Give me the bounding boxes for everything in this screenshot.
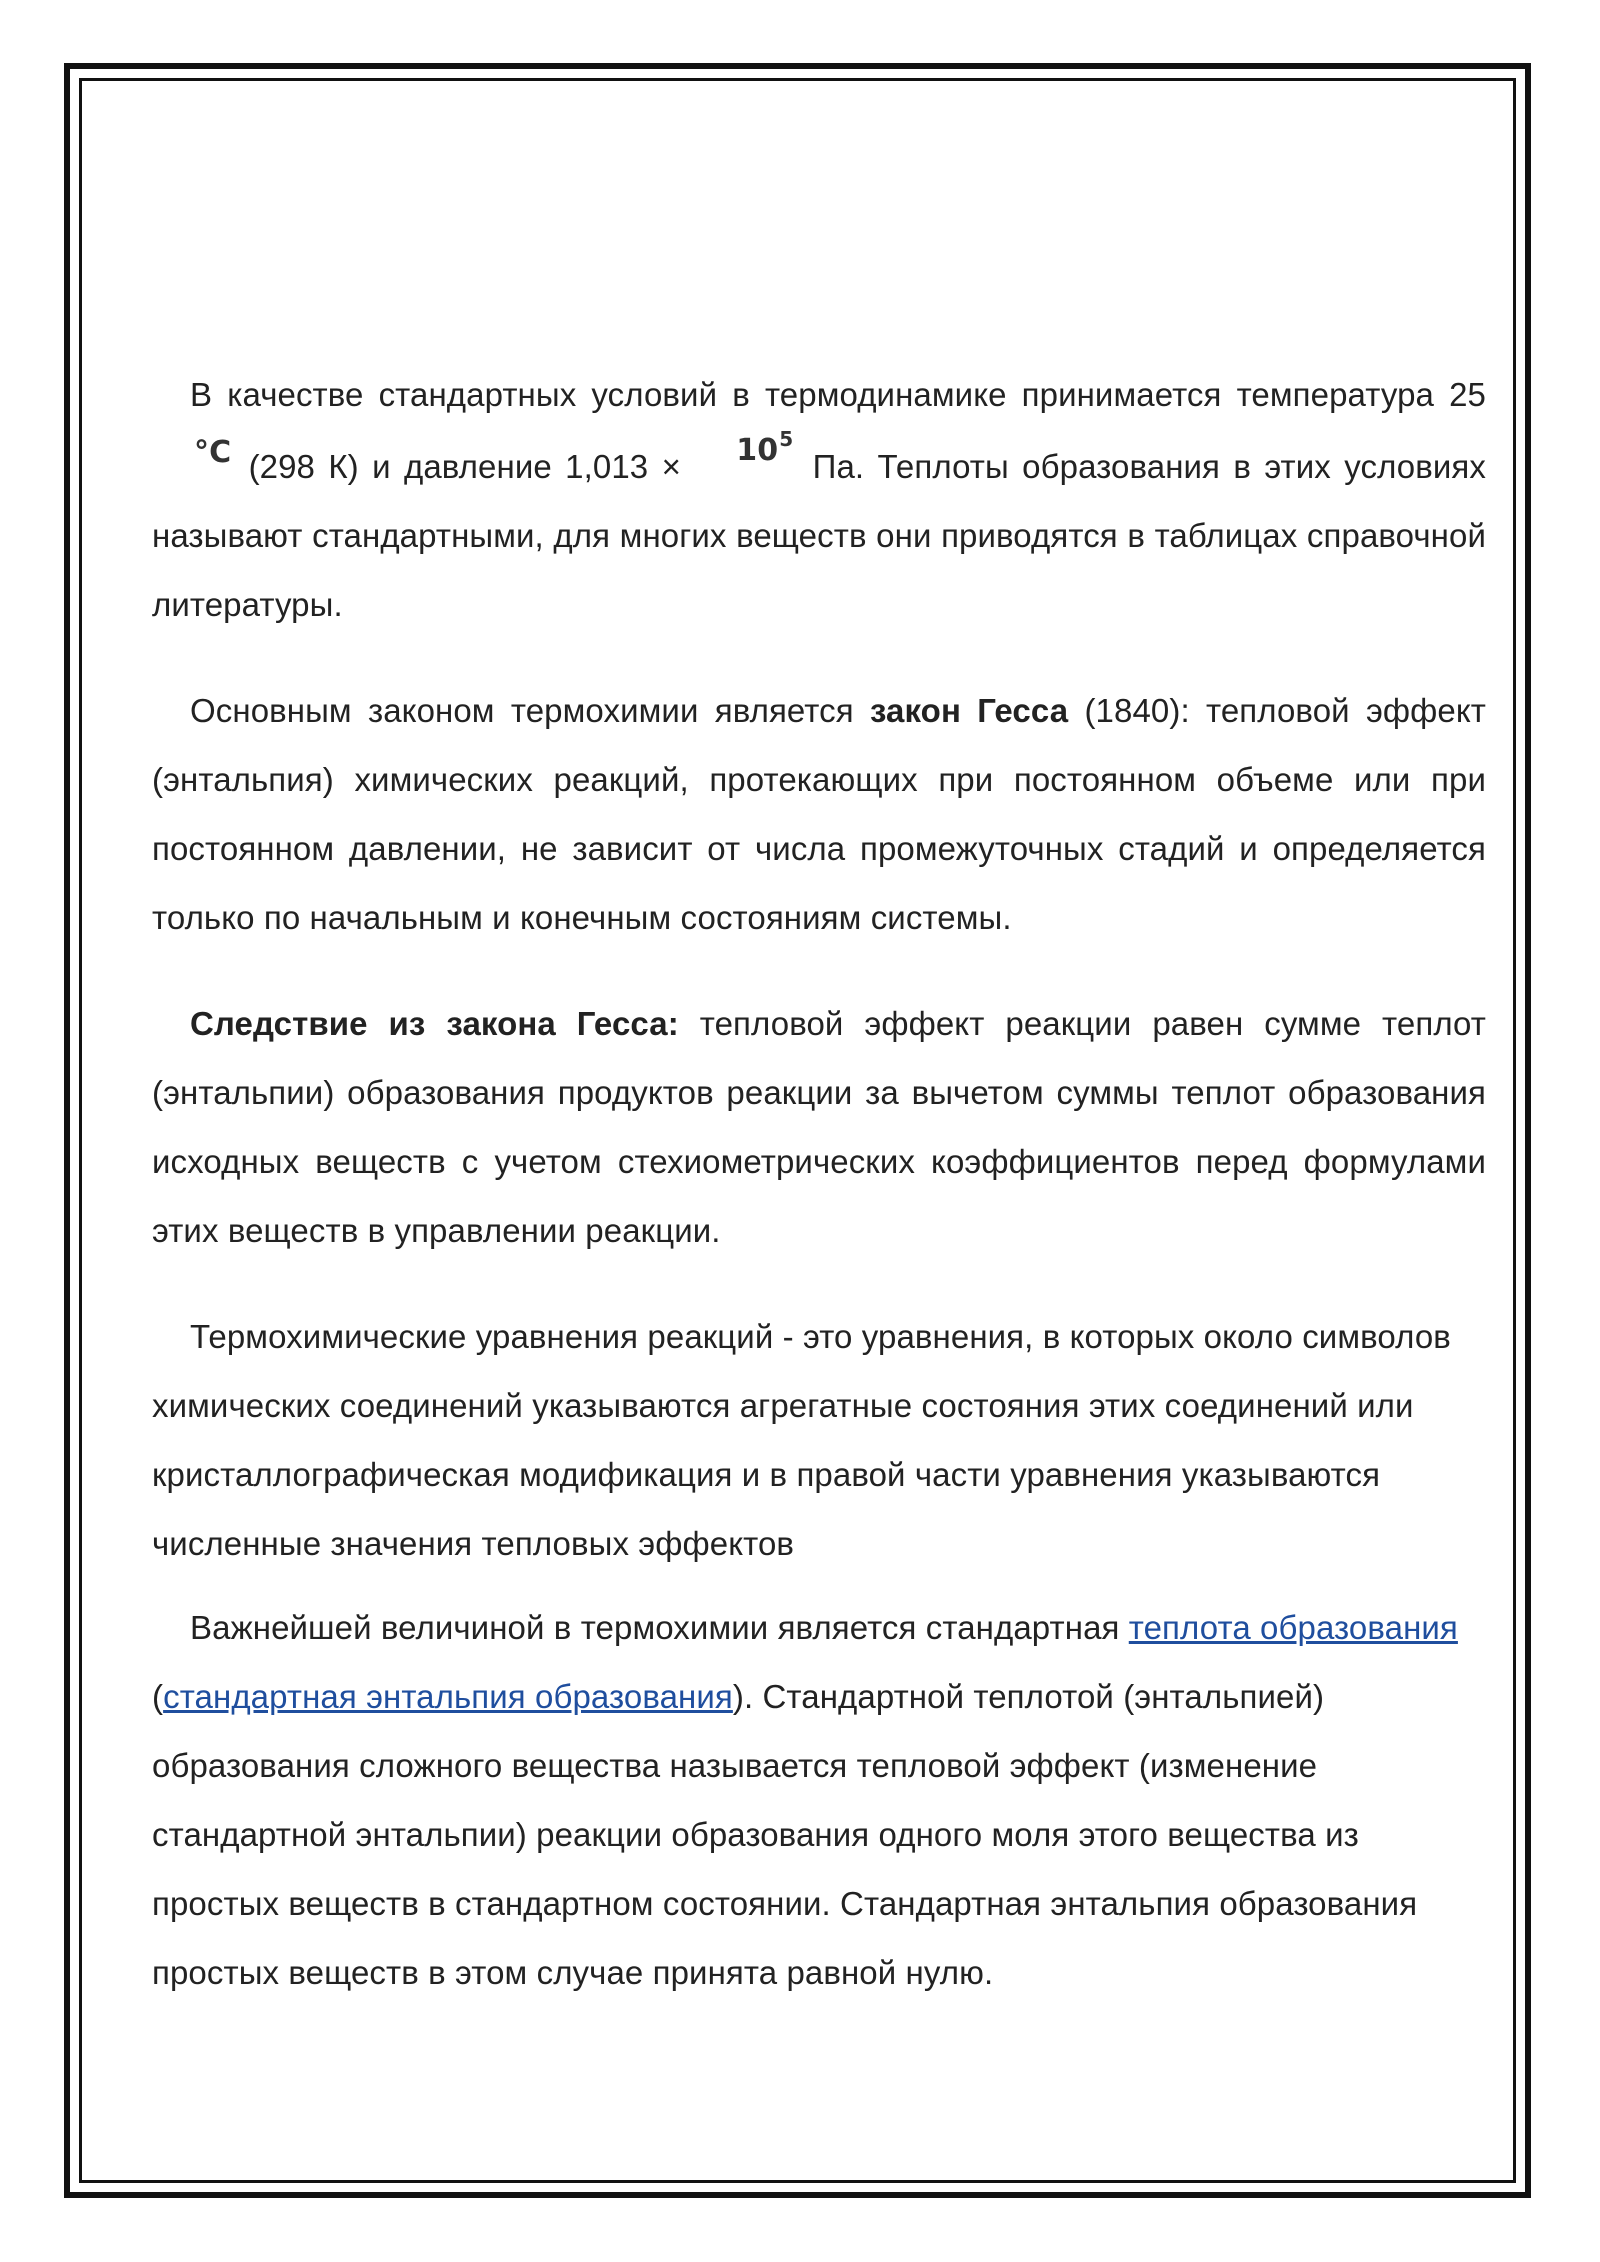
paragraph-standard-heat-of-formation (152, 1593, 1486, 2007)
power-of-ten-image (698, 429, 793, 466)
hess-corollary-term: Следствие из закона Гесса: (190, 1005, 679, 1042)
paragraph-text: Важнейшей величиной в термохимии является стандартная (190, 1609, 1129, 1646)
celsius-unit-image: °C (194, 434, 232, 470)
paragraph-text: Па. Теплоты образования в этих условиях называют стандартными, для многих веществ они приводятся в таблицах справочной литературы. (152, 448, 1486, 623)
paragraph-text: ( (152, 1678, 164, 1715)
paragraph-thermochemical-equations (152, 1302, 1486, 1578)
paragraph-text: (298 К) и давление 1,013 × (235, 448, 695, 485)
paragraph-text: ). Стандартной теплотой (энтальпией) образования сложного вещества называется тепловой эффект (изменение стандартной энтальпии) реакции образования одного моля этого вещества из простых веществ в стандартном состоянии. Стандартная энтальпия образования простых веществ в этом случае принята равной нулю. (152, 1678, 1418, 1991)
paragraph-text: тепловой эффект реакции равен сумме теплот (энтальпии) образования продуктов реакции за вычетом суммы теплот образования исходных веществ с учетом стехиометрических коэффициентов перед формулами этих веществ в управлении реакции. (152, 1005, 1486, 1249)
paragraph-text: Термохимические уравнения реакций - это уравнения, в которых около символов химических соединений указываются агрегатные состояния этих соединений или кристаллографическая модификация и в правой части уравнения указываются численные значения тепловых эффектов (152, 1318, 1451, 1562)
paragraph-standard-conditions (152, 360, 1486, 639)
paragraph-text: Основным законом термохимии является (190, 692, 870, 729)
power-base: 10 (736, 433, 779, 468)
link-heat-of-formation[interactable]: теплота образования (1128, 1609, 1458, 1646)
hess-law-term: закон Гесса (869, 692, 1069, 729)
document-body (152, 360, 1486, 2007)
power-exponent: 5 (779, 427, 794, 451)
paragraph-hess-law (152, 676, 1486, 952)
paragraph-text: В качестве стандартных условий в термодинамике принимается температура 25 (190, 376, 1486, 413)
link-standard-enthalpy-of-formation[interactable]: стандартная энтальпия образования (163, 1678, 733, 1715)
paragraph-text: (1840): тепловой эффект (энтальпия) химических реакций, протекающих при постоянном объеме или при постоянном давлении, не зависит от числа промежуточных стадий и определяется только по начальным и конечным состояниям системы. (152, 692, 1486, 936)
paragraph-hess-corollary (152, 989, 1486, 1265)
